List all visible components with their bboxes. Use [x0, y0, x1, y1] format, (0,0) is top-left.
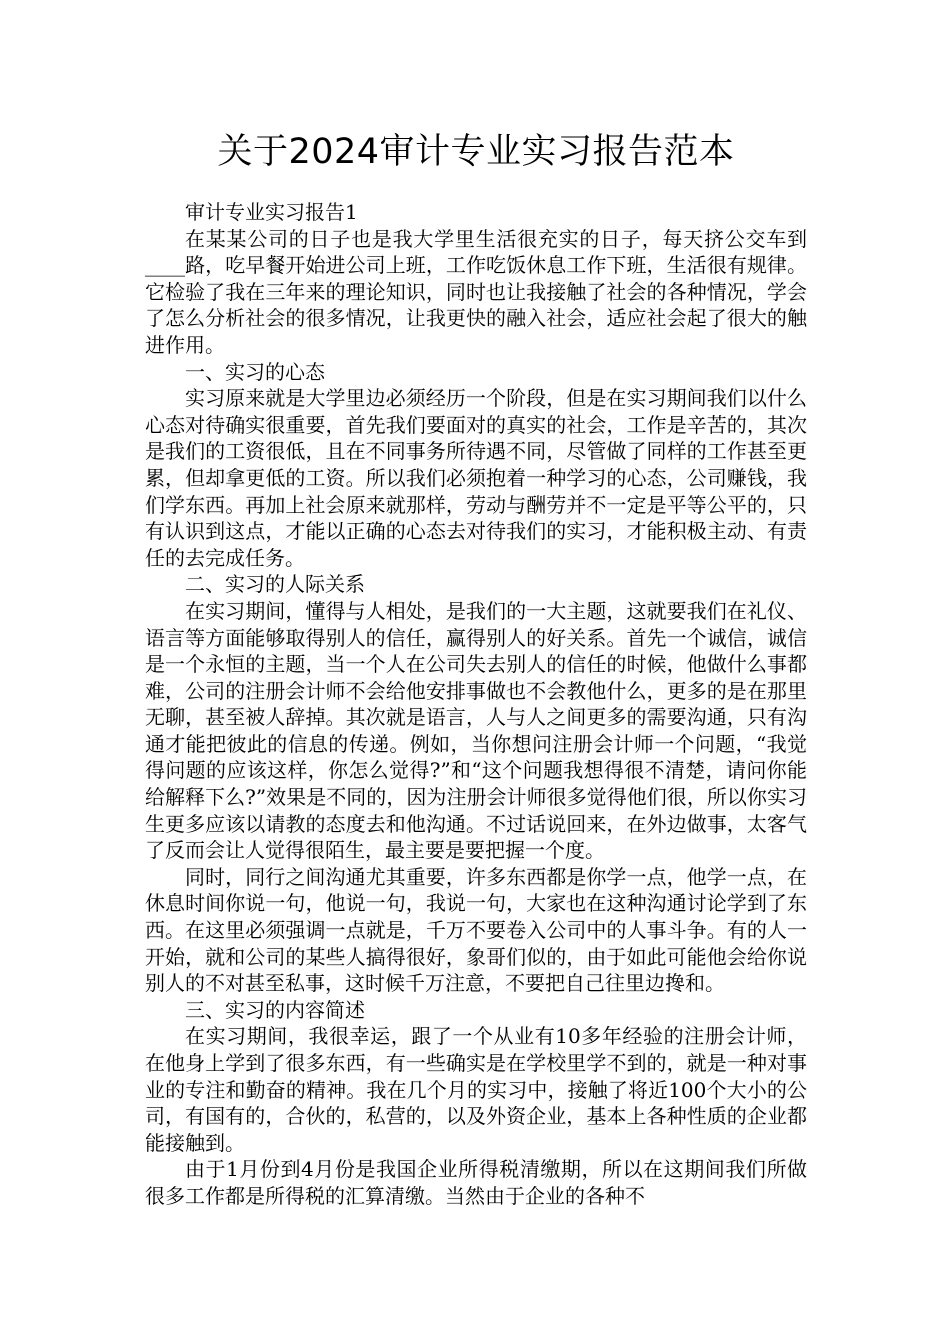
paragraph-tax-period: 由于1月份到4月份是我国企业所得税清缴期，所以在这期间我们所做很多工作都是所得税的汇算清缴。当然由于企业的各种不: [145, 1157, 807, 1208]
report-subtitle: 审计专业实习报告1: [185, 200, 358, 224]
paragraph-intro: 在某某公司的日子也是我大学里生活很充实的日子，每天挤公交车到____路，吃早餐开始进公司上班，工作吃饭休息工作下班，生活很有规律。它检验了我在三年来的理论知识，同时也让我接触了社会的各种情况，学会了怎么分析社会的很多情况，让我更快的融入社会，适应社会起了很大的触进作用。: [145, 226, 807, 357]
paragraph-content: 在实习期间，我很幸运，跟了一个从业有10多年经验的注册会计师，在他身上学到了很多东西，有一些确实是在学校里学不到的，就是一种对事业的专注和勤奋的精神。我在几个月的实习中，接触了将近100个大小的公司，有国有的，合伙的，私营的，以及外资企业，基本上各种性质的企业都能接触到。: [145, 1024, 807, 1155]
document-body: [145, 199, 807, 1210]
section-heading-mindset: 一、实习的心态: [185, 359, 325, 384]
section-heading-relationships: 二、实习的人际关系: [185, 572, 365, 597]
paragraph-peer-communication: 同时，同行之间沟通尤其重要，许多东西都是你学一点，他学一点，在休息时间你说一句，他说一句，我说一句，大家也在这种沟通讨论学到了东西。在这里必须强调一点就是，千万不要卷入公司中的人事斗争。有的人一开始，就和公司的某些人搞得很好，象哥们似的，由于如此可能他会给你说别人的不对甚至私事，这时候千万注意，不要把自己往里边搀和。: [145, 864, 807, 996]
section-heading-content: 三、实习的内容简述: [185, 997, 365, 1022]
document-title: 关于2024审计专业实习报告范本: [217, 132, 735, 172]
paragraph-relationships: 在实习期间，懂得与人相处，是我们的一大主题，这就要我们在礼仪、语言等方面能够取得别人的信任，赢得别人的好关系。首先一个诚信，诚信是一个永恒的主题，当一个人在公司失去别人的信任的时候，他做什么事都难，公司的注册会计师不会给他安排事做也不会教他什么，更多的是在那里无聊，甚至被人辞掉。其次就是语言，人与人之间更多的需要沟通，只有沟通才能把彼此的信息的传递。例如，当你想问注册会计师一个问题，“我觉得问题的应该这样，你怎么觉得?”和“这个问题我想得很不清楚，请问你能给解释下么?”效果是不同的，因为注册会计师很多觉得他们很，所以你实习生更多应该以请教的态度去和他沟通。不过话说回来，在外边做事，太客气了反而会让人觉得很陌生，最主要是要把握一个度。: [145, 598, 807, 863]
paragraph-mindset: 实习原来就是大学里边必须经历一个阶段，但是在实习期间我们以什么心态对待确实很重要，首先我们要面对的真实的社会，工作是辛苦的，其次是我们的工资很低，且在不同事务所待遇不同，尽管做了同样的工作甚至更累，但却拿更低的工资。所以我们必须抱着一种学习的心态，公司赚钱，我们学东西。再加上社会原来就那样，劳动与酬劳并不一定是平等公平的，只有认识到这点，才能以正确的心态去对待我们的实习，才能积极主动、有责任的去完成任务。: [145, 386, 807, 570]
